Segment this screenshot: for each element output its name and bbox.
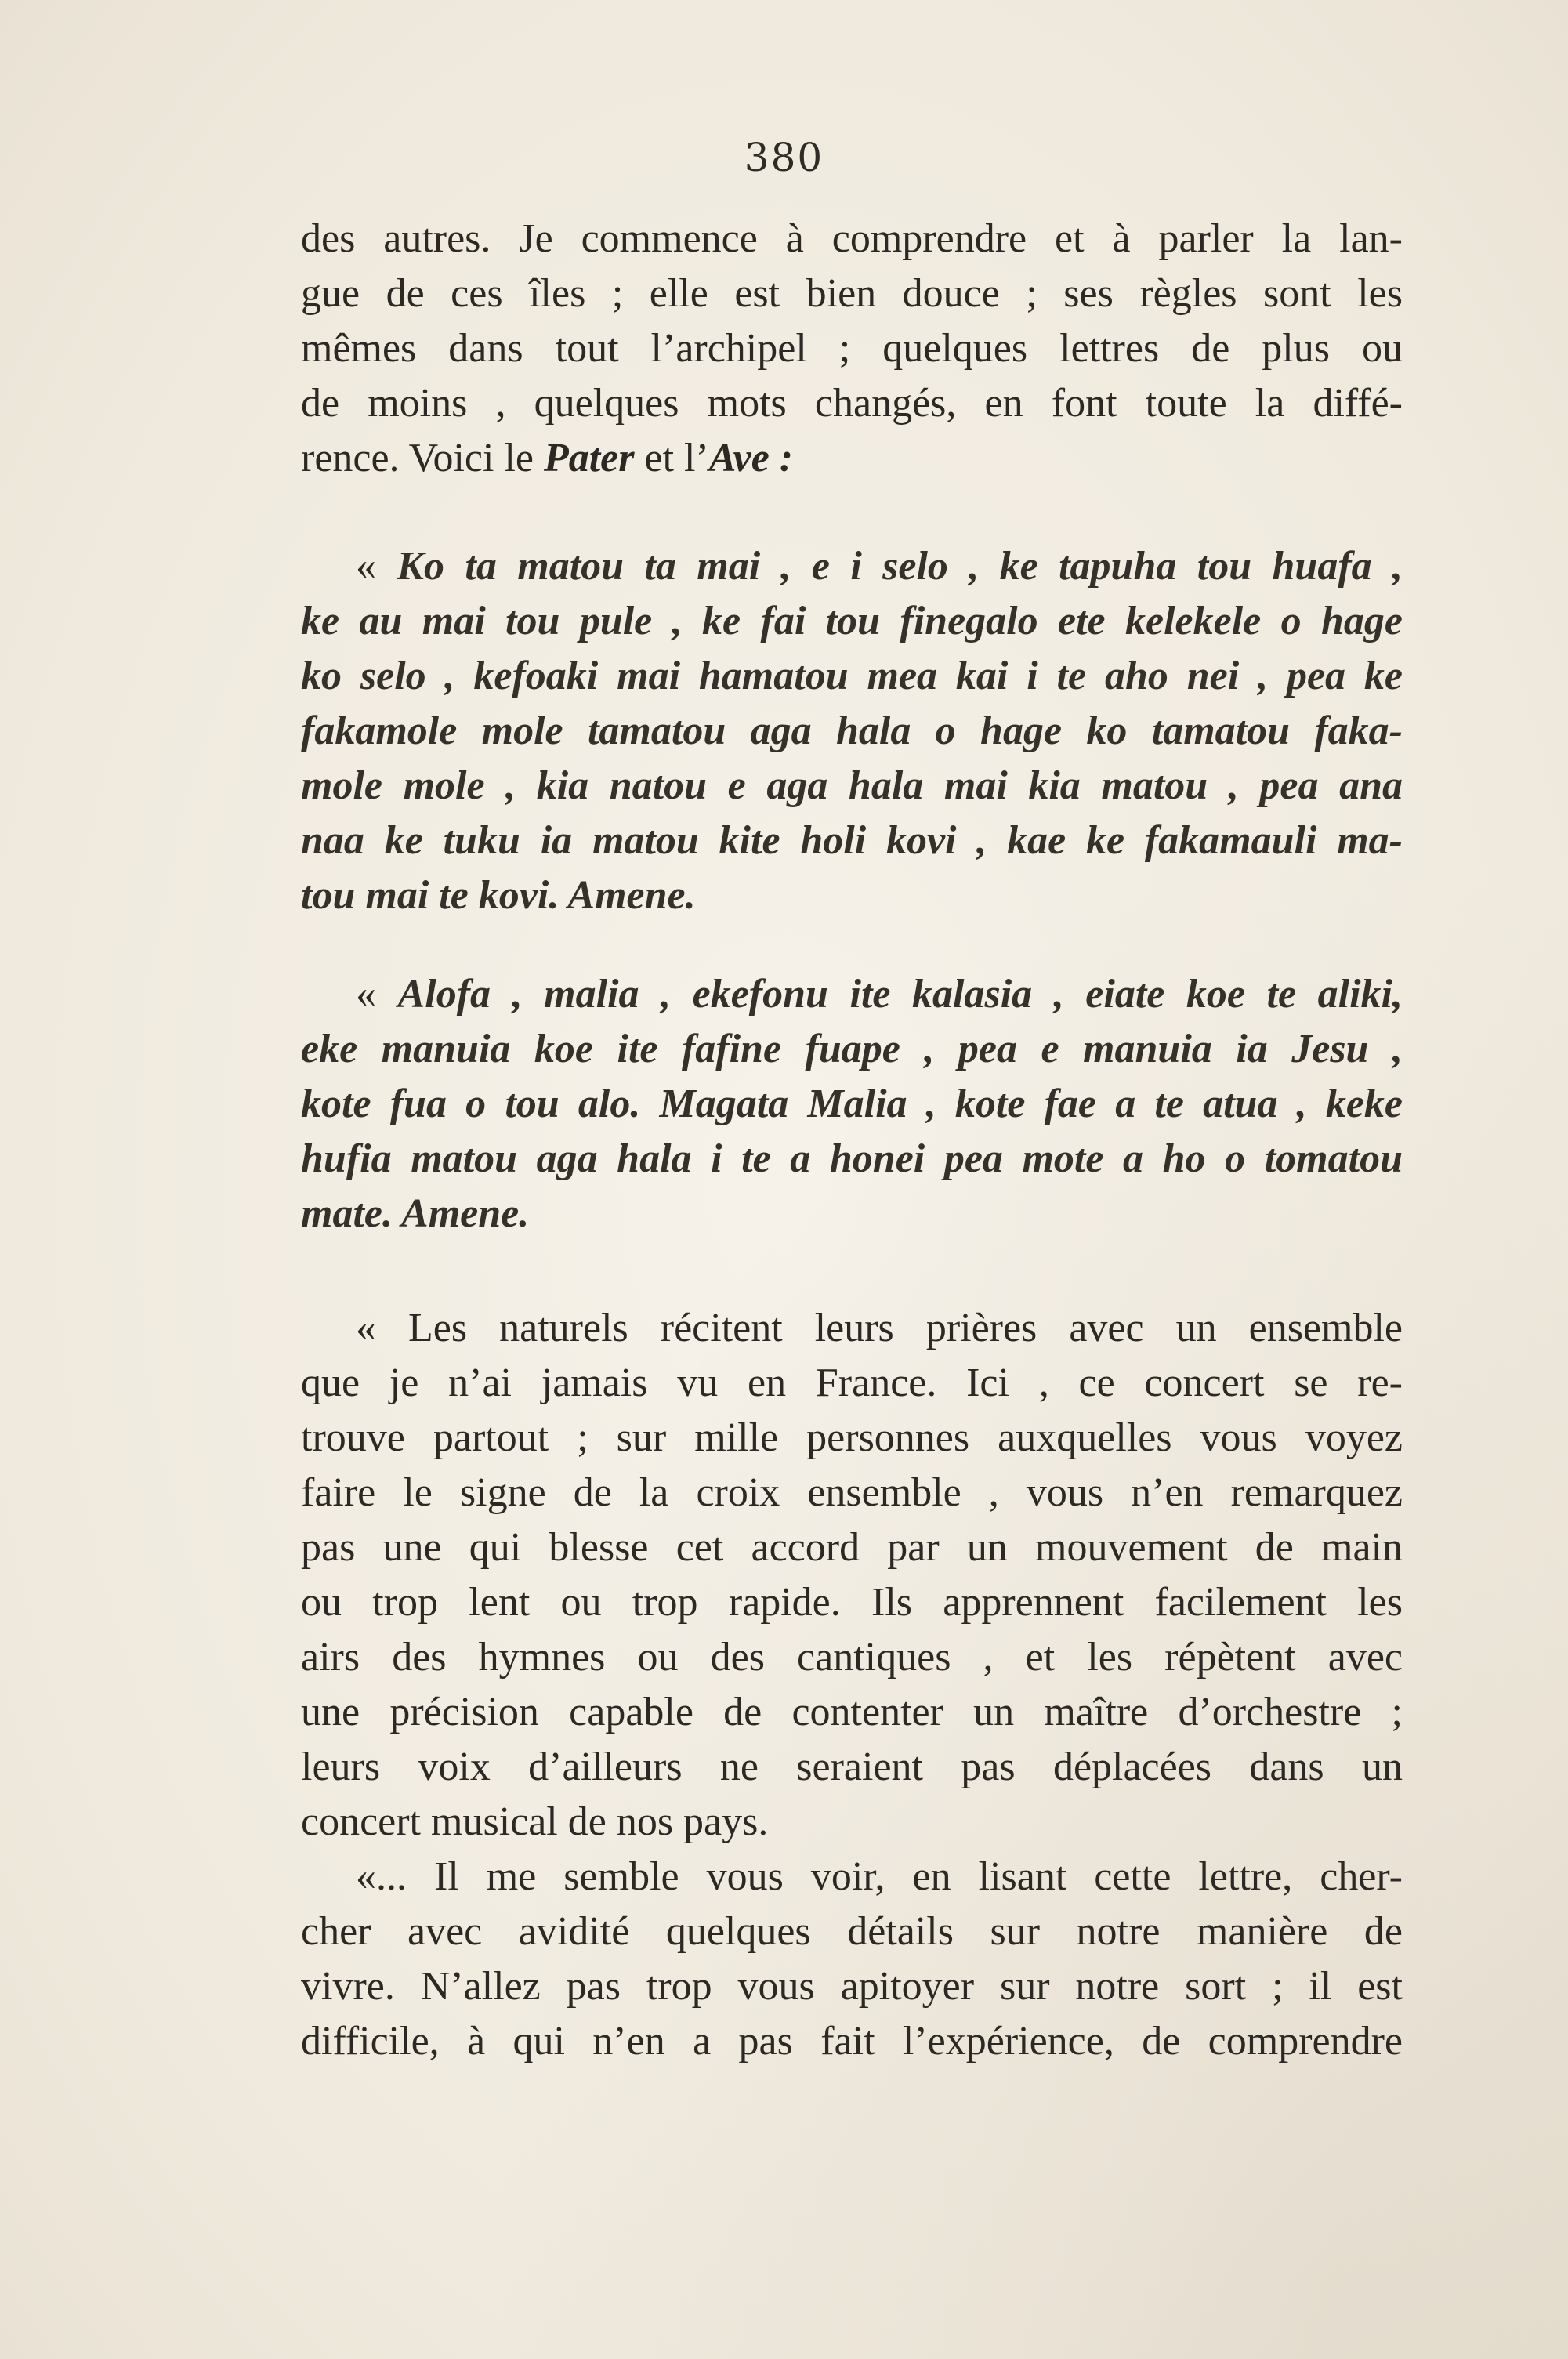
paragraph-daily-life	[301, 1850, 1403, 2069]
text-line	[301, 539, 1403, 594]
prayer-line: tou mai te kovi. Amene.	[301, 873, 696, 918]
prayer-line: ke au mai tou pule , ke fai tou finegalo ete kelekele o hage	[301, 599, 1403, 643]
text-line: pas une qui blesse cet accord par un mouvement de main	[301, 1525, 1403, 1570]
prayer-line: mate. Amene.	[301, 1191, 530, 1236]
text-line: difficile, à qui n’en a pas fait l’expérience, de comprendre	[301, 2019, 1403, 2064]
text-line: ou trop lent ou trop rapide. Ils apprennent facilement les	[301, 1580, 1403, 1625]
text-line: airs des hymnes ou des cantiques , et les répètent avec	[301, 1635, 1403, 1680]
text-line: « Les naturels récitent leurs prières avec un ensemble	[356, 1306, 1403, 1350]
paragraph-ave-prayer	[301, 967, 1403, 1241]
page-body	[301, 212, 1403, 2069]
ave-title: Ave :	[708, 436, 794, 480]
quote-mark: «	[356, 972, 376, 1016]
text-line: mêmes dans tout l’archipel ; quelques lettres de plus ou	[301, 326, 1403, 371]
text-line: «... Il me semble vous voir, en lisant cette lettre, cher-	[356, 1854, 1403, 1899]
quote-mark: «	[356, 544, 376, 589]
text-line: concert musical de nos pays.	[301, 1799, 769, 1844]
text-line: que je n’ai jamais vu en France. Ici , ce concert se re-	[301, 1361, 1403, 1405]
text-line: cher avec avidité quelques détails sur notre manière de	[301, 1909, 1403, 1954]
pater-title: Pater	[543, 436, 635, 480]
paragraph-prayers-description	[301, 1301, 1403, 1850]
prayer-line: naa ke tuku ia matou kite holi kovi , kae ke fakamauli ma-	[301, 818, 1403, 863]
prayer-line: eke manuia koe ite fafine fuape , pea e manuia ia Jesu ,	[301, 1027, 1403, 1071]
text-line: une précision capable de contenter un maître d’orchestre ;	[301, 1690, 1403, 1734]
prayer-line: kote fua o tou alo. Magata Malia , kote fae a te atua , keke	[301, 1082, 1403, 1126]
text-line: leurs voix d’ailleurs ne seraient pas déplacées dans un	[301, 1745, 1403, 1789]
text-line: gue de ces îles ; elle est bien douce ; ses règles sont les	[301, 271, 1403, 316]
text-line: trouve partout ; sur mille personnes auxquelles vous voyez	[301, 1415, 1403, 1460]
prayer-text: Ko ta matou ta mai , e i selo , ke tapuha tou huafa ,	[397, 544, 1403, 589]
text-segment: rence. Voici le	[301, 436, 544, 480]
text-segment: et l’	[634, 436, 709, 480]
prayer-line: ko selo , kefoaki mai hamatou mea kai i te aho nei , pea ke	[301, 654, 1403, 698]
text-line	[301, 431, 1403, 486]
text-line: vivre. N’allez pas trop vous apitoyer sur notre sort ; il est	[301, 1964, 1403, 2009]
text-line	[301, 967, 1403, 1022]
prayer-text: Alofa , malia , ekefonu ite kalasia , eiate koe te aliki,	[397, 972, 1403, 1016]
paragraph-intro	[301, 212, 1403, 486]
prayer-line: hufia matou aga hala i te a honei pea mote a ho o tomatou	[301, 1136, 1403, 1181]
prayer-line: mole mole , kia natou e aga hala mai kia matou , pea ana	[301, 763, 1403, 808]
prayer-line: fakamole mole tamatou aga hala o hage ko tamatou faka-	[301, 708, 1403, 753]
text-line: des autres. Je commence à comprendre et à parler la lan-	[301, 216, 1403, 261]
paragraph-pater-prayer	[301, 539, 1403, 923]
page-number: 380	[744, 135, 824, 180]
text-line: faire le signe de la croix ensemble , vous n’en remarquez	[301, 1470, 1403, 1515]
text-line: de moins , quelques mots changés, en font toute la diffé-	[301, 381, 1403, 426]
